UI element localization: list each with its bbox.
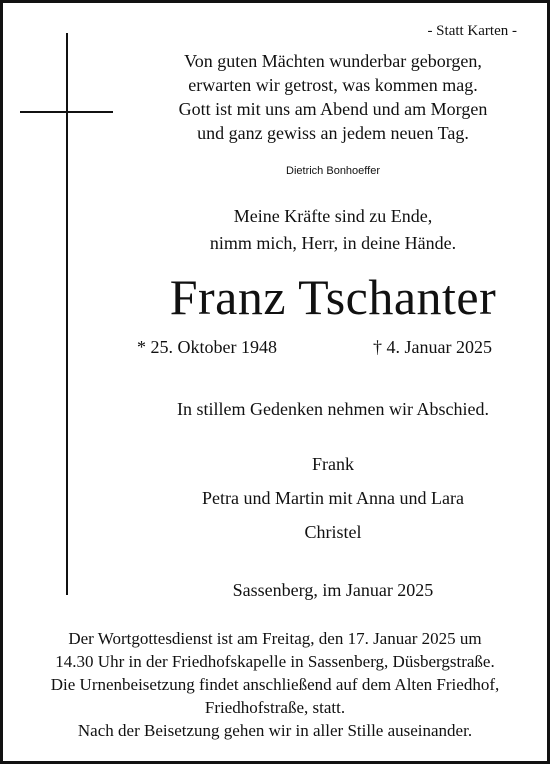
death-date: † 4. Januar 2025	[373, 337, 492, 357]
deceased-name: Franz Tschanter	[169, 269, 497, 325]
poem-author: Dietrich Bonhoeffer	[286, 165, 380, 177]
service-info-line: Friedhofstraße, statt.	[204, 698, 346, 717]
poem	[153, 49, 513, 145]
poem-line: Von guten Mächten wunderbar geborgen,	[184, 51, 482, 71]
verse-line: Meine Kräfte sind zu Ende,	[233, 206, 433, 226]
family-member: Frank	[312, 454, 354, 474]
farewell-text: In stillem Gedenken nehmen wir Abschied.	[177, 399, 489, 419]
service-info-line: Die Urnenbeisetzung findet anschließend auf dem Alten Friedhof,	[50, 675, 500, 694]
service-info-line: 14.30 Uhr in der Friedhofskapelle in Sassenberg, Düsbergstraße.	[55, 652, 495, 671]
birth-date: * 25. Oktober 1948	[137, 337, 277, 357]
verse-line: nimm mich, Herr, in deine Hände.	[209, 233, 457, 253]
poem-line: Gott ist mit uns am Abend und am Morgen	[178, 99, 488, 119]
cross-horizontal-bar	[20, 111, 113, 113]
cross-vertical-bar	[66, 33, 68, 595]
statt-karten-label: - Statt Karten -	[427, 23, 517, 39]
verse	[153, 203, 513, 257]
service-info	[3, 627, 547, 742]
family-member: Christel	[304, 522, 362, 542]
family-list	[128, 447, 538, 549]
family-member: Petra und Martin mit Anna und Lara	[202, 488, 464, 508]
poem-line: und ganz gewiss an jedem neuen Tag.	[197, 123, 469, 143]
place-date: Sassenberg, im Januar 2025	[232, 580, 434, 600]
service-info-line: Der Wortgottesdienst ist am Freitag, den 17. Januar 2025 um	[68, 629, 482, 648]
service-info-line: Nach der Beisetzung gehen wir in aller Stille auseinander.	[77, 721, 473, 740]
poem-line: erwarten wir getrost, was kommen mag.	[188, 75, 478, 95]
